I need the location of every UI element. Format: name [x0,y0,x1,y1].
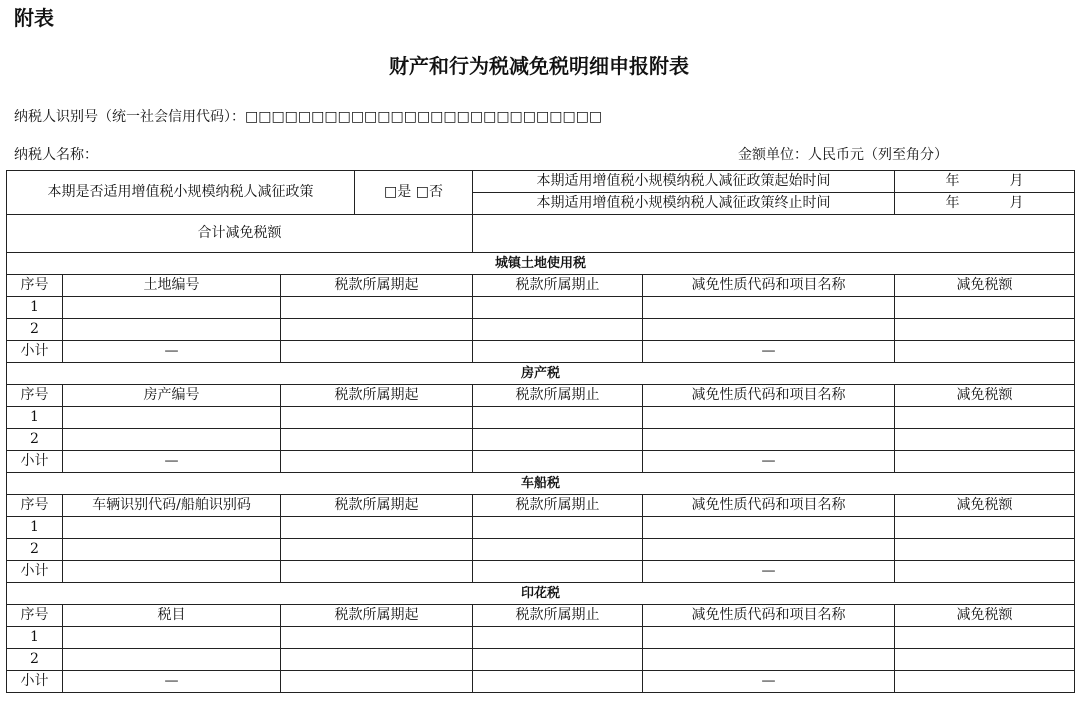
col-period-start-header: 税款所属期起 [281,605,473,627]
col-relief-code-header: 减免性质代码和项目名称 [643,605,895,627]
section-title: 车船税 [7,473,1075,495]
col-period-start-header: 税款所属期起 [281,385,473,407]
cell-period-end[interactable] [473,319,643,341]
subtotal-label: 小计 [7,671,63,693]
policy-row-1 [7,171,1075,193]
cell-period-start[interactable] [281,539,473,561]
subtotal-period-end [473,341,643,363]
cell-period-end[interactable] [473,539,643,561]
cell-relief-amount[interactable] [895,517,1075,539]
end-year-label: 年 [945,195,960,211]
cell-id[interactable] [63,539,281,561]
cell-id[interactable] [63,429,281,451]
start-month-label: 月 [1009,173,1024,189]
col-relief-code-header: 减免性质代码和项目名称 [643,385,895,407]
col-relief-amount-header: 减免税额 [895,275,1075,297]
subtotal-relief-amount[interactable] [895,671,1075,693]
section-title-row [7,473,1075,495]
col-seq-header: 序号 [7,495,63,517]
subtotal-row [7,671,1075,693]
subtotal-relief-dash: — [643,341,895,363]
subtotal-period-start [281,341,473,363]
col-period-end-header: 税款所属期止 [473,385,643,407]
cell-period-end[interactable] [473,407,643,429]
total-relief-row [7,215,1075,253]
subtotal-id-dash: — [63,451,281,473]
policy-start-date[interactable] [895,171,1075,193]
subtotal-period-start [281,671,473,693]
total-relief-value[interactable] [473,215,1075,253]
policy-start-label: 本期适用增值税小规模纳税人减征政策起始时间 [473,171,895,193]
row-seq: 1 [7,297,63,319]
table-row [7,627,1075,649]
cell-period-start[interactable] [281,319,473,341]
section-title-row [7,363,1075,385]
row-seq: 1 [7,407,63,429]
subtotal-relief-dash: — [643,671,895,693]
cell-period-start[interactable] [281,517,473,539]
subtotal-relief-amount[interactable] [895,451,1075,473]
col-relief-code-header: 减免性质代码和项目名称 [643,495,895,517]
col-relief-amount-header: 减免税额 [895,495,1075,517]
section-header-row [7,275,1075,297]
col-relief-amount-header: 减免税额 [895,605,1075,627]
cell-period-end[interactable] [473,627,643,649]
cell-relief-code[interactable] [643,627,895,649]
section-header-row [7,495,1075,517]
section-header-row [7,605,1075,627]
cell-relief-amount[interactable] [895,539,1075,561]
row-seq: 1 [7,517,63,539]
subtotal-id-dash: — [63,671,281,693]
total-relief-label: 合计减免税额 [7,215,473,253]
col-relief-code-header: 减免性质代码和项目名称 [643,275,895,297]
col-period-end-header: 税款所属期止 [473,275,643,297]
table-row [7,649,1075,671]
subtotal-id-dash [63,561,281,583]
cell-period-start[interactable] [281,649,473,671]
subtotal-label: 小计 [7,451,63,473]
cell-period-end[interactable] [473,649,643,671]
taxpayer-name-label: 纳税人名称： [14,147,98,163]
subtotal-relief-amount[interactable] [895,561,1075,583]
cell-relief-amount[interactable] [895,649,1075,671]
cell-period-end[interactable] [473,517,643,539]
subtotal-relief-dash: — [643,451,895,473]
cell-period-end[interactable] [473,297,643,319]
start-year-label: 年 [945,173,960,189]
policy-end-label: 本期适用增值税小规模纳税人减征政策终止时间 [473,193,895,215]
table-row [7,319,1075,341]
currency-unit: 金额单位：人民币元（列至角分） [738,147,948,163]
col-id-header: 房产编号 [63,385,281,407]
table-row [7,297,1075,319]
cell-period-start[interactable] [281,407,473,429]
section-title: 城镇土地使用税 [7,253,1075,275]
col-id-header: 税目 [63,605,281,627]
subtotal-period-start [281,451,473,473]
end-month-label: 月 [1009,195,1024,211]
cell-id[interactable] [63,407,281,429]
policy-end-date[interactable] [895,193,1075,215]
cell-relief-code[interactable] [643,517,895,539]
row-seq: 2 [7,429,63,451]
table-row [7,407,1075,429]
section-header-row [7,385,1075,407]
subtotal-relief-dash: — [643,561,895,583]
subtotal-id-dash: — [63,341,281,363]
form-title: 财产和行为税减免税明细申报附表 [389,54,689,78]
cell-period-end[interactable] [473,429,643,451]
cell-period-start[interactable] [281,627,473,649]
col-id-header: 车辆识别代码/船舶识别码 [63,495,281,517]
cell-id[interactable] [63,627,281,649]
col-relief-amount-header: 减免税额 [895,385,1075,407]
section-title: 房产税 [7,363,1075,385]
col-period-end-header: 税款所属期止 [473,605,643,627]
policy-options[interactable]: □是 □否 [355,171,473,215]
subtotal-period-end [473,671,643,693]
cell-relief-code[interactable] [643,539,895,561]
taxpayer-id-line [14,106,602,126]
taxpayer-id-boxes[interactable]: □□□□□□□□□□□□□□□□□□□□□□□□□□□ [245,109,603,125]
cell-relief-amount[interactable] [895,627,1075,649]
col-seq-header: 序号 [7,385,63,407]
taxpayer-id-label: 纳税人识别号（统一社会信用代码）： [14,109,245,125]
subtotal-period-start [281,561,473,583]
subtotal-relief-amount[interactable] [895,341,1075,363]
cell-period-start[interactable] [281,297,473,319]
subtotal-row [7,451,1075,473]
table-row [7,429,1075,451]
cell-id[interactable] [63,319,281,341]
cell-id[interactable] [63,297,281,319]
subtotal-row [7,561,1075,583]
cell-relief-amount[interactable] [895,319,1075,341]
cell-relief-amount[interactable] [895,429,1075,451]
policy-question: 本期是否适用增值税小规模纳税人减征政策 [7,171,355,215]
col-period-start-header: 税款所属期起 [281,495,473,517]
subtotal-label: 小计 [7,341,63,363]
cell-id[interactable] [63,649,281,671]
col-seq-header: 序号 [7,275,63,297]
subtotal-label: 小计 [7,561,63,583]
row-seq: 2 [7,539,63,561]
cell-period-start[interactable] [281,429,473,451]
relief-detail-table [6,170,1075,693]
cell-relief-amount[interactable] [895,407,1075,429]
col-id-header: 土地编号 [63,275,281,297]
col-period-end-header: 税款所属期止 [473,495,643,517]
col-period-start-header: 税款所属期起 [281,275,473,297]
row-seq: 2 [7,319,63,341]
section-title-row [7,253,1075,275]
attachment-label: 附表 [14,6,54,30]
subtotal-row [7,341,1075,363]
subtotal-period-end [473,561,643,583]
subtotal-period-end [473,451,643,473]
section-title-row [7,583,1075,605]
cell-relief-code[interactable] [643,429,895,451]
table-row [7,539,1075,561]
section-title: 印花税 [7,583,1075,605]
cell-relief-code[interactable] [643,649,895,671]
cell-relief-code[interactable] [643,407,895,429]
cell-id[interactable] [63,517,281,539]
col-seq-header: 序号 [7,605,63,627]
row-seq: 2 [7,649,63,671]
cell-relief-code[interactable] [643,297,895,319]
cell-relief-code[interactable] [643,319,895,341]
cell-relief-amount[interactable] [895,297,1075,319]
table-row [7,517,1075,539]
row-seq: 1 [7,627,63,649]
